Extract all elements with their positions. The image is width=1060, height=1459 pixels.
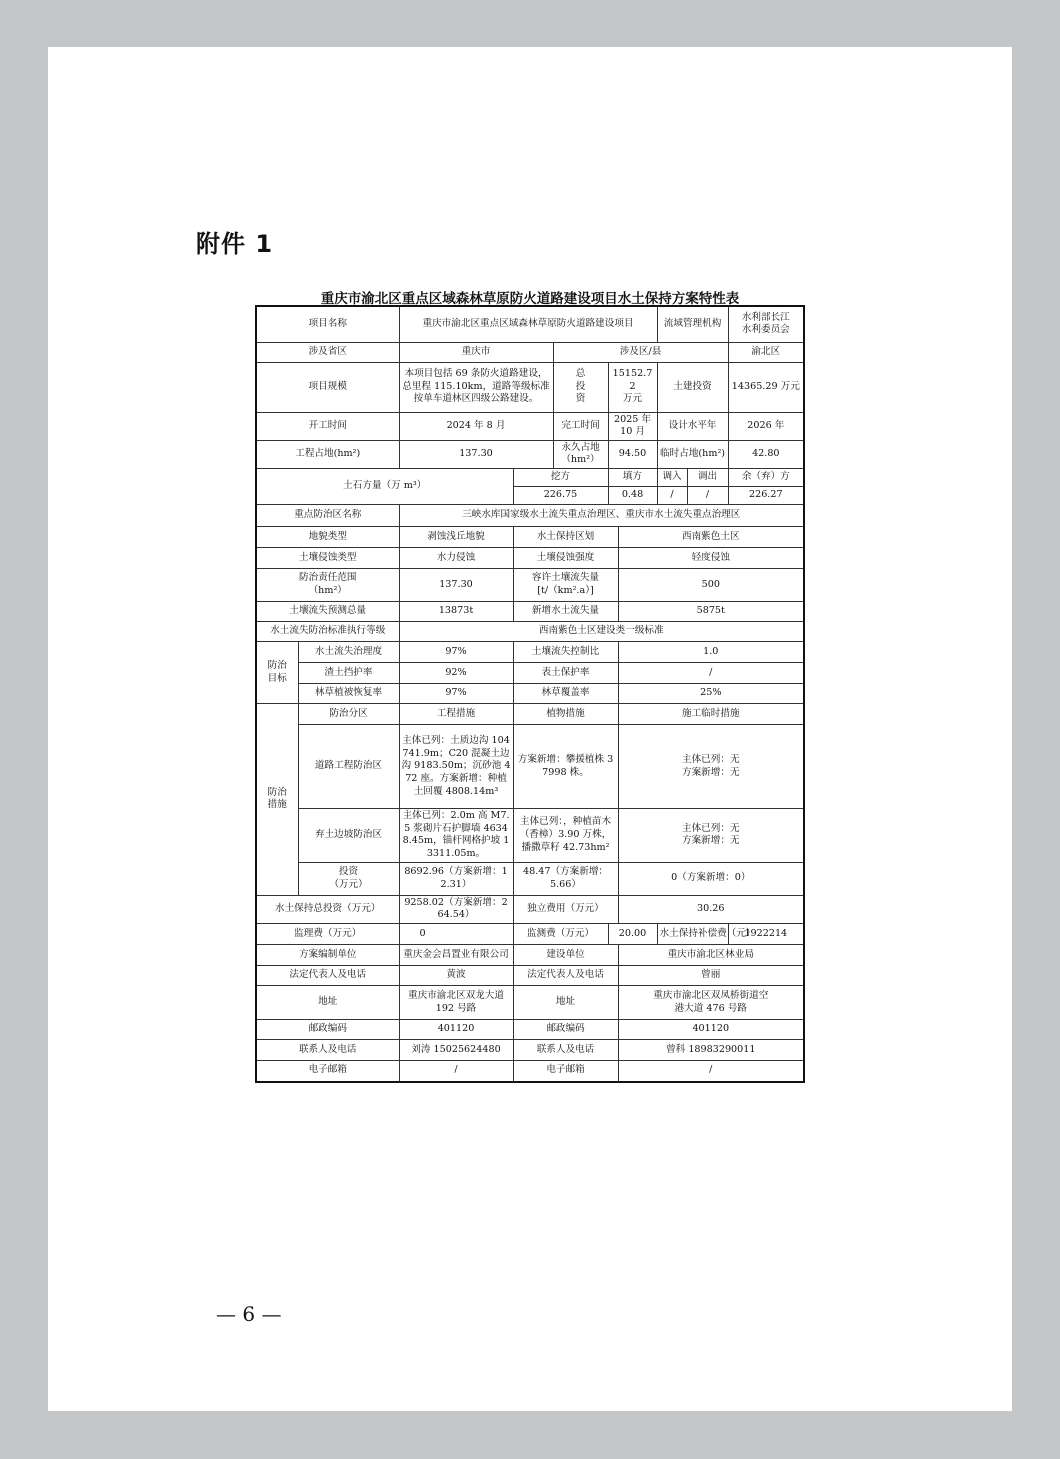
cell-value: 主体已列：，种植苗木（香樟）3.90 万株，播撒草籽 42.73hm²	[513, 809, 618, 863]
page-number: — 6 —	[216, 1302, 282, 1326]
table-row	[256, 966, 804, 986]
cell-label: 土壤侵蚀强度	[513, 548, 618, 569]
cell-value: 14365.29 万元	[728, 362, 804, 412]
cell-label: 项目规模	[256, 362, 399, 412]
table-row	[256, 469, 804, 487]
cell-label: 监测费（万元）	[513, 924, 608, 945]
cell-label: 电子邮箱	[256, 1061, 399, 1082]
cell-label: 水土保持总投资（万元）	[256, 895, 399, 923]
cell-label: 工程占地(hm²)	[256, 440, 399, 468]
cell-label: 涉及省区	[256, 342, 399, 362]
table-row	[256, 342, 804, 362]
cell-value: 2024 年 8 月	[399, 412, 553, 440]
cell-label: 土石方量（万 m³）	[256, 469, 513, 505]
cell-label: 土建投资	[657, 362, 728, 412]
table-row	[256, 986, 804, 1020]
characteristics-table	[255, 305, 805, 1083]
cell-label: 重点防治区名称	[256, 505, 399, 527]
cell-label: 投资 （万元）	[298, 862, 399, 895]
cell-value: 本项目包括 69 条防火道路建设，总里程 115.10km，道路等级标准按单车道林区四级公路建设。	[399, 362, 553, 412]
table-title: 重庆市渝北区重点区域森林草原防火道路建设项目水土保持方案特性表	[320, 291, 740, 307]
cell-label: 土壤流失预测总量	[256, 602, 399, 622]
cell-value: 401120	[399, 1020, 513, 1040]
table-row	[256, 548, 804, 569]
cell-label: 邮政编码	[256, 1020, 399, 1040]
cell-value: 西南紫色土区	[618, 527, 804, 548]
cell-value: 重庆市	[399, 342, 553, 362]
cell-label: 渣土挡护率	[298, 663, 399, 684]
cell-label: 联系人及电话	[256, 1040, 399, 1061]
table-row	[256, 642, 804, 663]
table-row	[256, 362, 804, 412]
table-row	[256, 527, 804, 548]
cell-label: 新增水土流失量	[513, 602, 618, 622]
cell-label: 水土流失防治标准执行等级	[256, 622, 399, 642]
cell-value: 方案新增：攀援植株 37998 株。	[513, 725, 618, 809]
table-row	[256, 895, 804, 923]
attachment-label: 附件 1	[196, 230, 274, 258]
cell-label: 监理费（万元）	[256, 924, 399, 945]
cell-value: 重庆市渝北区双龙大道 192 号路	[399, 986, 513, 1020]
cell-value: /	[399, 1061, 513, 1082]
cell-header: 防治分区	[298, 704, 399, 725]
table-row	[256, 440, 804, 468]
cell-header: 调入	[657, 469, 687, 487]
cell-label: 土壤流失控制比	[513, 642, 618, 663]
table-row	[256, 602, 804, 622]
cell-label: 流域管理机构	[657, 306, 728, 342]
cell-value: 重庆市渝北区重点区域森林草原防火道路建设项目	[399, 306, 657, 342]
cell-value: 92%	[399, 663, 513, 684]
cell-value: 0	[399, 924, 513, 945]
cell-value: 三峡水库国家级水土流失重点治理区、重庆市水土流失重点治理区	[399, 505, 804, 527]
cell-label: 独立费用（万元）	[513, 895, 618, 923]
cell-value: 137.30	[399, 440, 553, 468]
cell-label: 临时占地(hm²)	[657, 440, 728, 468]
cell-label: 法定代表人及电话	[513, 966, 618, 986]
table-row	[256, 622, 804, 642]
cell-value: 137.30	[399, 569, 513, 602]
cell-label: 容许土壤流失量 [t/（km².a）]	[513, 569, 618, 602]
table-row	[256, 1061, 804, 1082]
cell-value: 重庆市渝北区双凤桥街道空 港大道 476 号路	[618, 986, 804, 1020]
table-row	[256, 704, 804, 725]
cell-value: /	[618, 663, 804, 684]
cell-label: 土壤侵蚀类型	[256, 548, 399, 569]
cell-value: 8692.96（方案新增：12.31）	[399, 862, 513, 895]
cell-value: 42.80	[728, 440, 804, 468]
cell-value: 刘涛 15025624480	[399, 1040, 513, 1061]
cell-label: 电子邮箱	[513, 1061, 618, 1082]
cell-label: 总 投 资	[553, 362, 608, 412]
cell-value: 500	[618, 569, 804, 602]
cell-label: 法定代表人及电话	[256, 966, 399, 986]
table-row	[256, 684, 804, 704]
cell-value: /	[687, 487, 728, 505]
cell-label: 涉及区/县	[553, 342, 728, 362]
cell-value: 2026 年	[728, 412, 804, 440]
cell-header: 填方	[608, 469, 657, 487]
cell-header: 调出	[687, 469, 728, 487]
cell-value: 主体已列：2.0m 高 M7.5 浆砌片石护脚墙 46348.45m，锚杆网格护坡 13311.05m。	[399, 809, 513, 863]
cell-label: 地址	[256, 986, 399, 1020]
cell-label: 防治责任范围 （hm²）	[256, 569, 399, 602]
table-row	[256, 1020, 804, 1040]
table-row	[256, 924, 804, 945]
table-row	[256, 1040, 804, 1061]
cell-label: 水土保持补偿费（元）	[657, 924, 728, 945]
cell-label: 联系人及电话	[513, 1040, 618, 1061]
cell-label: 表土保护率	[513, 663, 618, 684]
table-row	[256, 306, 804, 342]
cell-label: 地址	[513, 986, 618, 1020]
cell-value: 226.27	[728, 487, 804, 505]
cell-header: 余（弃）方	[728, 469, 804, 487]
table-row	[256, 725, 804, 809]
cell-label: 项目名称	[256, 306, 399, 342]
cell-value: 水利部长江 水利委员会	[728, 306, 804, 342]
cell-value: 20.00	[608, 924, 657, 945]
cell-header: 植物措施	[513, 704, 618, 725]
cell-value: 25%	[618, 684, 804, 704]
cell-value: 0.48	[608, 487, 657, 505]
table-row	[256, 663, 804, 684]
cell-value: 15152.72 万元	[608, 362, 657, 412]
cell-label: 防治 措施	[256, 704, 298, 896]
cell-label: 邮政编码	[513, 1020, 618, 1040]
cell-label: 永久占地（hm²）	[553, 440, 608, 468]
cell-value: 1922214	[728, 924, 804, 945]
cell-label: 方案编制单位	[256, 945, 399, 966]
cell-label: 水土保持区划	[513, 527, 618, 548]
cell-value: 2025 年 10 月	[608, 412, 657, 440]
cell-label: 弃土边坡防治区	[298, 809, 399, 863]
cell-label: 开工时间	[256, 412, 399, 440]
table-row	[256, 862, 804, 895]
cell-value: 主体已列：无 方案新增：无	[618, 809, 804, 863]
cell-value: 主体已列：无 方案新增：无	[618, 725, 804, 809]
cell-label: 完工时间	[553, 412, 608, 440]
cell-header: 挖方	[513, 469, 608, 487]
cell-value: 226.75	[513, 487, 608, 505]
cell-value: 重庆金会昌置业有限公司	[399, 945, 513, 966]
cell-label: 林草植被恢复率	[298, 684, 399, 704]
cell-value: 西南紫色土区建设类一级标准	[399, 622, 804, 642]
cell-value: /	[657, 487, 687, 505]
cell-value: 94.50	[608, 440, 657, 468]
cell-value: 轻度侵蚀	[618, 548, 804, 569]
cell-value: 渝北区	[728, 342, 804, 362]
table-row	[256, 412, 804, 440]
cell-value: 0（方案新增：0）	[618, 862, 804, 895]
cell-label: 防治 目标	[256, 642, 298, 704]
cell-label: 水土流失治理度	[298, 642, 399, 663]
table-row	[256, 569, 804, 602]
cell-label: 设计水平年	[657, 412, 728, 440]
cell-value: 黄波	[399, 966, 513, 986]
cell-value: 剥蚀浅丘地貌	[399, 527, 513, 548]
table-row	[256, 505, 804, 527]
cell-value: 水力侵蚀	[399, 548, 513, 569]
cell-value: 曾丽	[618, 966, 804, 986]
cell-label: 建设单位	[513, 945, 618, 966]
cell-value: 30.26	[618, 895, 804, 923]
cell-value: 9258.02（方案新增：264.54）	[399, 895, 513, 923]
cell-value: 401120	[618, 1020, 804, 1040]
cell-header: 工程措施	[399, 704, 513, 725]
cell-value: 主体已列：土质边沟 104741.9m；C20 混凝土边沟 9183.50m；沉砂池 472 座。方案新增：种植土回覆 4808.14m³	[399, 725, 513, 809]
cell-header: 施工临时措施	[618, 704, 804, 725]
cell-value: 48.47（方案新增： 5.66）	[513, 862, 618, 895]
cell-value: 曾科 18983290011	[618, 1040, 804, 1061]
cell-value: 1.0	[618, 642, 804, 663]
cell-label: 林草覆盖率	[513, 684, 618, 704]
table-row	[256, 945, 804, 966]
cell-label: 地貌类型	[256, 527, 399, 548]
table-row	[256, 809, 804, 863]
cell-value: 5875t	[618, 602, 804, 622]
cell-value: /	[618, 1061, 804, 1082]
cell-label: 道路工程防治区	[298, 725, 399, 809]
cell-value: 97%	[399, 642, 513, 663]
cell-value: 97%	[399, 684, 513, 704]
cell-value: 重庆市渝北区林业局	[618, 945, 804, 966]
cell-value: 13873t	[399, 602, 513, 622]
